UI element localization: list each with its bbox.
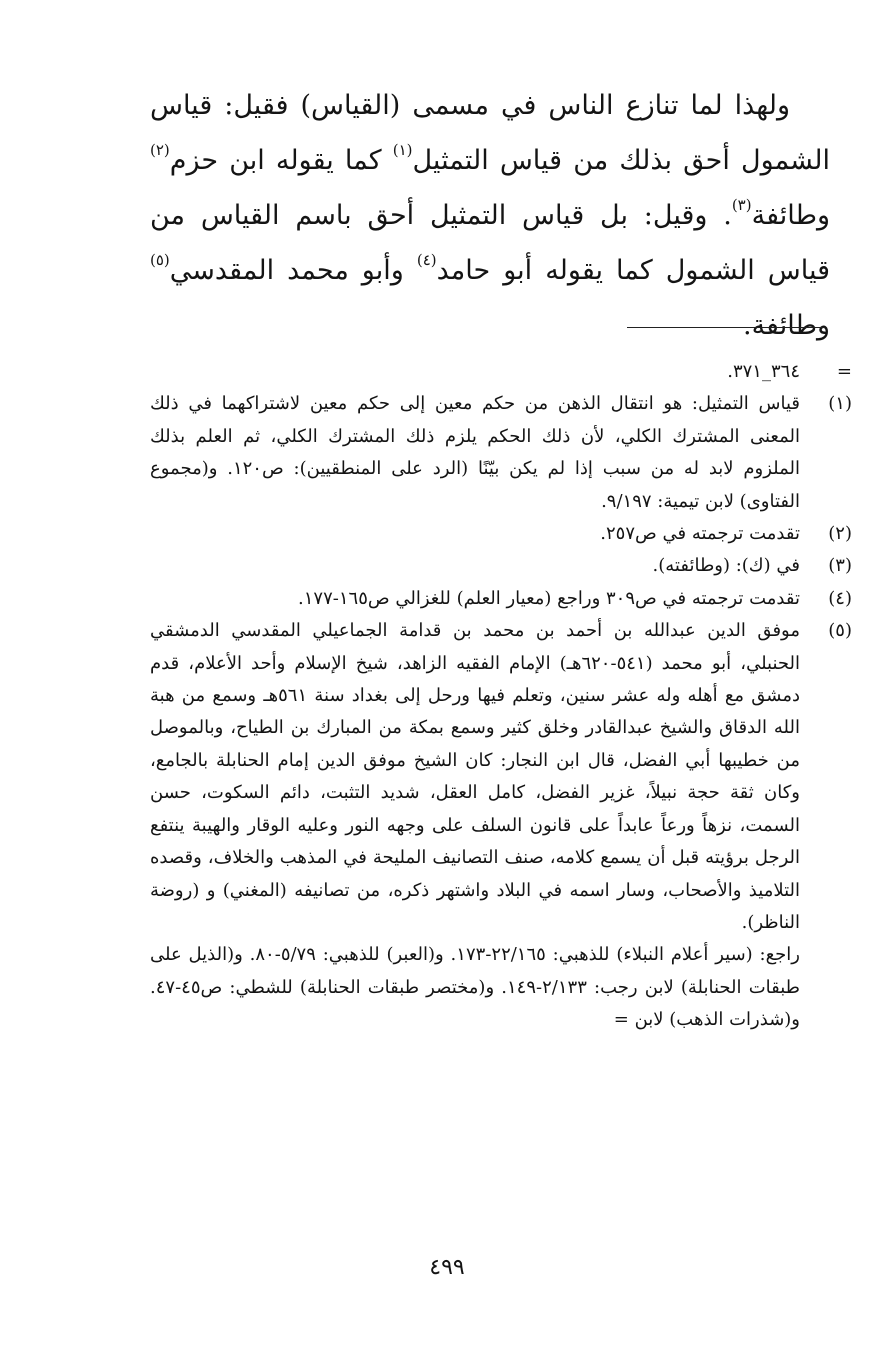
footnote-ref-3[interactable]: (٣)	[731, 196, 752, 214]
footnote-separator	[627, 327, 825, 328]
main-paragraph	[150, 78, 830, 353]
footnote-ref-5[interactable]: (٥)	[150, 251, 170, 269]
footnote-number: (١)	[828, 393, 852, 415]
continuation-text: ٣٦٤_٣٧١.	[727, 361, 800, 382]
footnote-ref-4[interactable]: (٤)	[416, 251, 437, 269]
text-run: . وقيل: بل قياس التمثيل أحق باسم القياس من قياس الشمول كما يقوله أبو حامد	[150, 200, 831, 286]
footnote-ref-1[interactable]: (١)	[392, 141, 413, 159]
footnote-number: (٥)	[828, 620, 852, 642]
footnote-number: (٢)	[828, 523, 852, 545]
footnote-number: (٣)	[828, 555, 852, 577]
text-run: كما يقوله ابن حزم	[169, 145, 393, 176]
text-run: ولهذا لما تنازع الناس في مسمى (القياس) فقيل: قياس الشمول أحق بذلك من قياس التمثيل	[150, 90, 830, 176]
footnote-text: قياس التمثيل: هو انتقال الذهن من حكم معين إلى حكم معين لاشتراكهما في ذلك المعنى المشترك الكلي، لأن ذلك الحكم يلزم ذلك المشترك الكلي، ثم العلم بذلك الملزوم لابد له من سبب إذا لم يكن بيّنًا (الرد على المنطقيين): ص١٢٠. و(مجموع الفتاوى) لابن تيمية: ٩/١٩٧.	[150, 393, 800, 512]
footnotes-section	[150, 356, 852, 1037]
footnote-text: تقدمت ترجمته في ص٣٠٩ وراجع (معيار العلم) للغزالي ص١٦٥-١٧٧.	[298, 587, 800, 609]
footnote-5	[150, 615, 852, 939]
sources-text: راجع: (سير أعلام النبلاء) للذهبي: ٢٢/١٦٥-١٧٣. و(العبر) للذهبي: ٥/٧٩-٨٠. و(الذيل على طبقات الحنابلة) لابن رجب: ٢/١٣٣-١٤٩. و(مختصر طبقات الحنابلة) للشطي: ص٤٥-٤٧. و(شذرات الذهب) لابن =	[150, 944, 800, 1031]
footnote-continuation	[150, 356, 852, 388]
footnote-sources	[150, 939, 852, 1036]
footnote-text: في (ك): (وطائفته).	[652, 555, 800, 577]
footnote-4	[150, 583, 852, 615]
footnote-ref-2[interactable]: (٢)	[150, 141, 170, 159]
page-number: ٤٩٩	[429, 1255, 465, 1280]
footnote-text: موفق الدين عبدالله بن أحمد بن محمد بن قدامة الجماعيلي المقدسي الدمشقي الحنبلي، أبو محمد (٥٤١-٦٢٠هـ) الإمام الفقيه الزاهد، شيخ الإسلام وأحد الأعلام، قدم دمشق مع أهله وله عشر سنين، وتعلم فيها ورحل إلى بغداد سنة ٥٦١هـ وسمع من هبة الله الدقاق والشيخ عبدالقادر وخلق كثير وسمع بمكة من المبارك بن الطياح، وبالموصل من خطيبها أبي الفضل، قال ابن النجار: كان الشيخ موفق الدين إمام الحنابلة بالجامع، وكان ثقة حجة نبيلاً، غزير الفضل، كامل العقل، شديد التثبت، دائم السكوت، حسن السمت، نزهاً ورعاً عابداً على قانون السلف على وجهه النور وعليه الوقار والهيبة ينتفع الرجل برؤيته قبل أن يسمع كلامه، صنف التصانيف المليحة في المذهب والخلاف، وقصده التلاميذ والأصحاب، وسار اسمه في البلاد واشتهر ذكره، من تصانيفه (المغني) و (روضة الناظر).	[150, 620, 801, 933]
text-run: وطائفة	[751, 200, 830, 231]
continuation-marker: =	[836, 361, 852, 382]
footnote-1	[150, 388, 852, 518]
footnote-2	[150, 518, 852, 550]
footnote-3	[150, 550, 852, 582]
text-run: وأبو محمد المقدسي	[169, 255, 417, 286]
footnote-text: تقدمت ترجمته في ص٢٥٧.	[600, 523, 800, 545]
main-text	[150, 78, 830, 353]
text-run: وطائفة.	[743, 310, 830, 341]
footnote-number: (٤)	[828, 587, 852, 609]
